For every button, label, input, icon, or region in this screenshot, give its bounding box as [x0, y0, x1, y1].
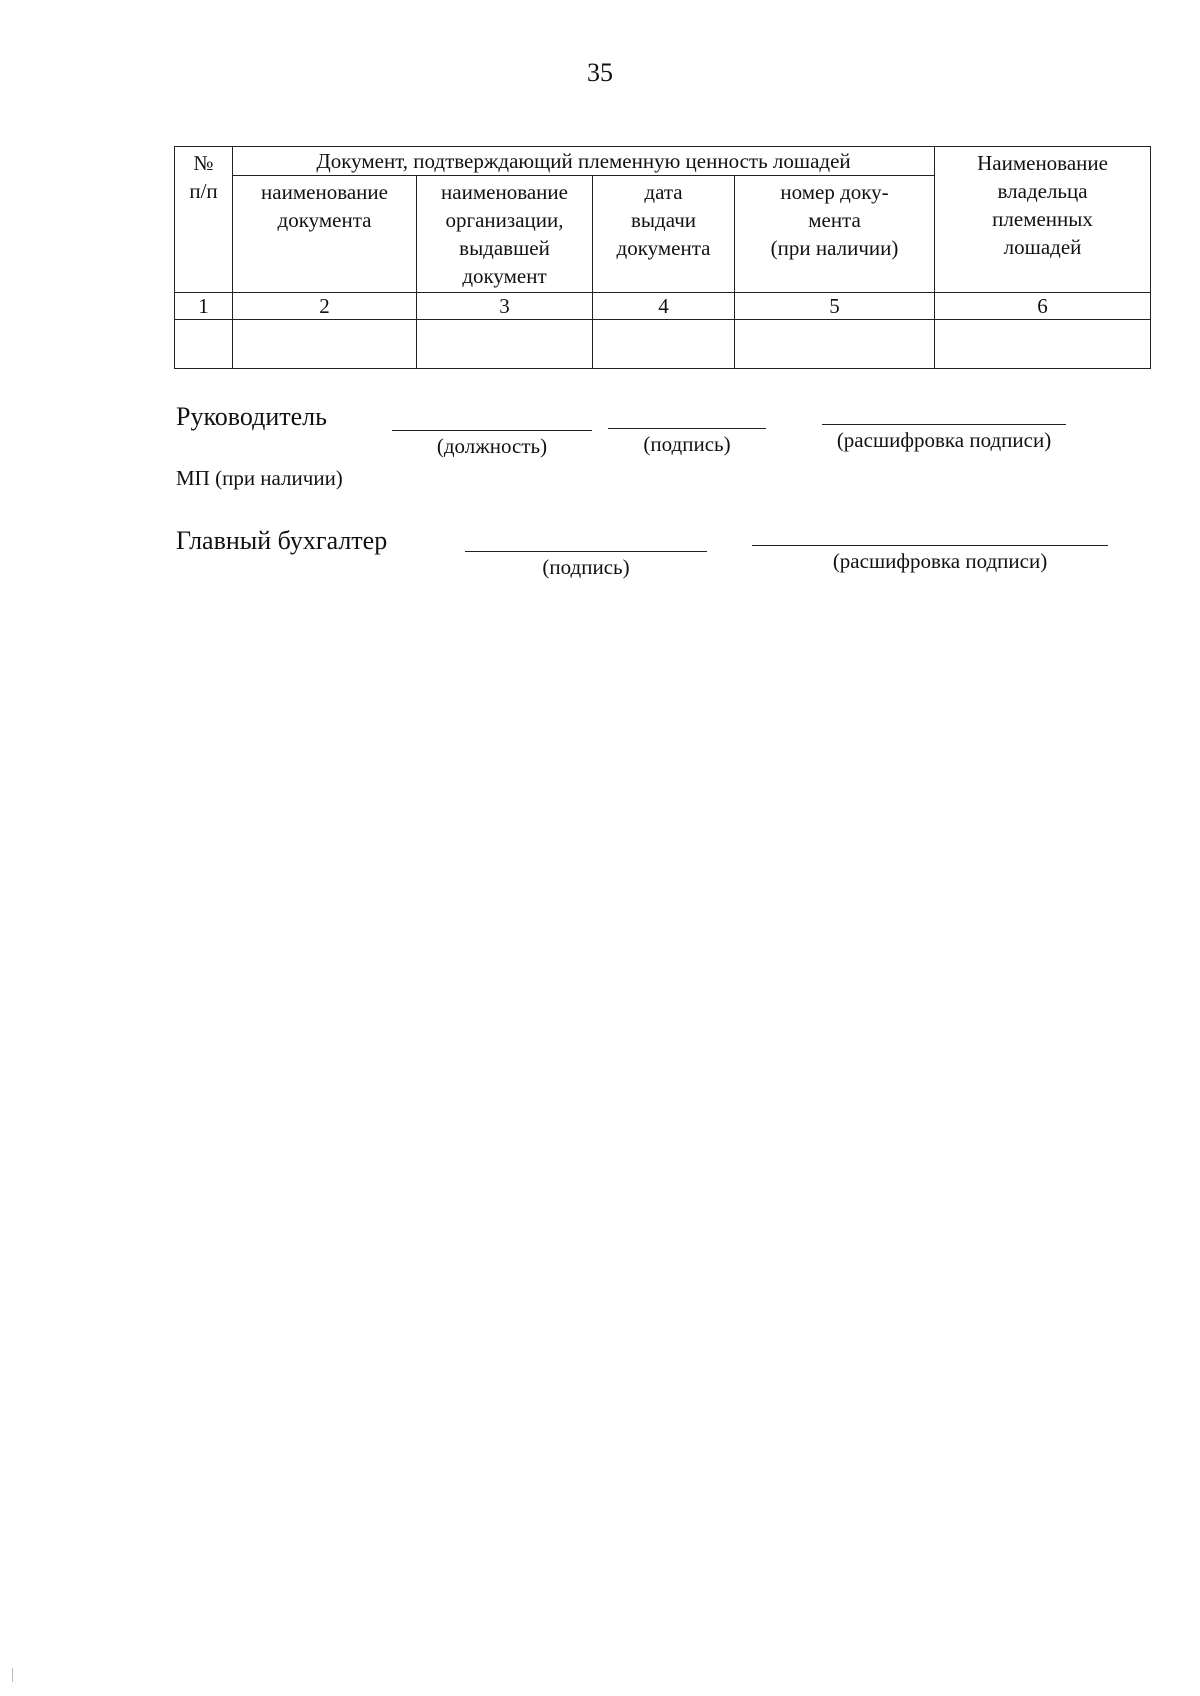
accountant-signature-caption: (подпись) [542, 555, 630, 579]
empty-cell[interactable] [593, 320, 735, 369]
header-issue-date [593, 176, 735, 293]
header-row-number [175, 147, 233, 293]
breeding-document-table [174, 146, 1151, 369]
header-line: владельца [997, 179, 1088, 203]
header-line: выдавшей [459, 236, 550, 260]
header-line: документ [462, 264, 547, 288]
accountant-decode-caption: (расшифровка подписи) [832, 549, 1048, 573]
table-header-row [175, 147, 1151, 176]
head-decode-caption: (расшифровка подписи) [836, 428, 1052, 452]
header-line: документа [616, 236, 711, 260]
head-signature-caption: (подпись) [643, 432, 731, 456]
accountant-signature-line[interactable] [465, 551, 707, 552]
header-document-number [735, 176, 935, 293]
column-number: 3 [417, 293, 593, 320]
empty-cell[interactable] [935, 320, 1151, 369]
header-line: организации, [445, 208, 564, 232]
header-line: мента [808, 208, 861, 232]
header-issuing-organization [417, 176, 593, 293]
head-signature-line[interactable] [608, 428, 766, 429]
header-line: документа [277, 208, 372, 232]
empty-cell[interactable] [175, 320, 233, 369]
header-line: дата [644, 180, 683, 204]
header-line: (при наличии) [770, 236, 899, 260]
header-document-group: Документ, подтверждающий племенную ценность лошадей [233, 147, 935, 176]
header-line: выдачи [631, 208, 696, 232]
head-position-line[interactable] [392, 430, 592, 431]
head-decode-line[interactable] [822, 424, 1066, 425]
head-label: Руководитель [176, 402, 327, 431]
empty-cell[interactable] [735, 320, 935, 369]
column-number: 6 [935, 293, 1151, 320]
header-document-name [233, 176, 417, 293]
table-row [175, 320, 1151, 369]
header-line: племенных [992, 207, 1093, 231]
head-position-caption: (должность) [436, 434, 548, 458]
page-number: 35 [587, 58, 613, 87]
stamp-placeholder: МП (при наличии) [176, 466, 343, 490]
accountant-label: Главный бухгалтер [176, 526, 388, 555]
header-line: наименование [261, 180, 388, 204]
empty-cell[interactable] [233, 320, 417, 369]
accountant-decode-line[interactable] [752, 545, 1108, 546]
header-line: Наименование [977, 151, 1108, 175]
scan-artifact [12, 1668, 13, 1682]
header-line: номер доку- [780, 180, 889, 204]
number-label: п/п [189, 179, 218, 203]
empty-cell[interactable] [417, 320, 593, 369]
header-line: лошадей [1003, 235, 1082, 259]
number-symbol: № [193, 151, 214, 175]
header-line: наименование [441, 180, 568, 204]
header-owner-name [935, 147, 1151, 293]
column-number: 5 [735, 293, 935, 320]
column-number: 2 [233, 293, 417, 320]
column-number: 1 [175, 293, 233, 320]
column-number-row [175, 293, 1151, 320]
column-number: 4 [593, 293, 735, 320]
